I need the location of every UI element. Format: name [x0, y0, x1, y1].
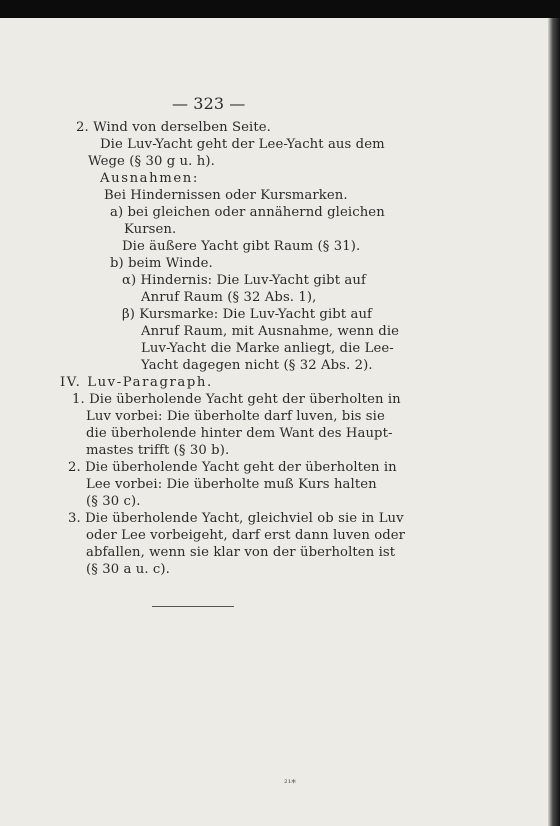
text-line: oder Lee vorbeigeht, darf erst dann luven oder [86, 528, 406, 543]
text-line: Luv vorbei: Die überholte darf luven, bis sie [86, 409, 385, 424]
text-line: Anruf Raum (§ 32 Abs. 1), [141, 290, 317, 305]
text-line: Die äußere Yacht gibt Raum (§ 31). [122, 239, 361, 254]
text-line: a) bei gleichen oder annähernd gleichen [110, 205, 385, 220]
text-line-spaced: Ausnahmen: [100, 171, 199, 186]
text-line: 1. Die überholende Yacht geht der überholten in [72, 392, 401, 407]
page-edge-shadow [548, 18, 560, 826]
text-line: 3. Die überholende Yacht, gleichviel ob sie in Luv [68, 511, 404, 526]
page-number: — 323 — [172, 94, 246, 113]
divider-rule [152, 606, 234, 607]
text-line: (§ 30 a u. c). [86, 562, 170, 577]
text-line: Lee vorbei: Die überholte muß Kurs halten [86, 477, 377, 492]
text-line: α) Hindernis: Die Luv-Yacht gibt auf [122, 273, 366, 288]
text-line: Luv-Yacht die Marke anliegt, die Lee- [141, 341, 394, 356]
signature-mark: ²¹* [284, 779, 297, 789]
text-line: Wege (§ 30 g u. h). [88, 154, 215, 169]
text-line: mastes trifft (§ 30 b). [86, 443, 230, 458]
text-line: 2. Wind von derselben Seite. [76, 120, 271, 135]
text-line: Die Luv-Yacht geht der Lee-Yacht aus dem [100, 137, 385, 152]
text-line: Anruf Raum, mit Ausnahme, wenn die [141, 324, 400, 339]
text-line: 2. Die überholende Yacht geht der überholten in [68, 460, 397, 475]
scan-top-border [0, 0, 560, 18]
text-line: Bei Hindernissen oder Kursmarken. [104, 188, 348, 203]
text-line: b) beim Winde. [110, 256, 213, 271]
text-line: Yacht dagegen nicht (§ 32 Abs. 2). [141, 358, 373, 373]
text-line: β) Kursmarke: Die Luv-Yacht gibt auf [122, 307, 373, 322]
text-line: Kursen. [124, 222, 177, 237]
section-heading: IV. Luv-Paragraph. [60, 375, 213, 390]
text-line: die überholende hinter dem Want des Haupt- [86, 426, 393, 441]
text-line: (§ 30 c). [86, 494, 141, 509]
text-line: abfallen, wenn sie klar von der überholten ist [86, 545, 396, 560]
book-page [0, 18, 548, 826]
